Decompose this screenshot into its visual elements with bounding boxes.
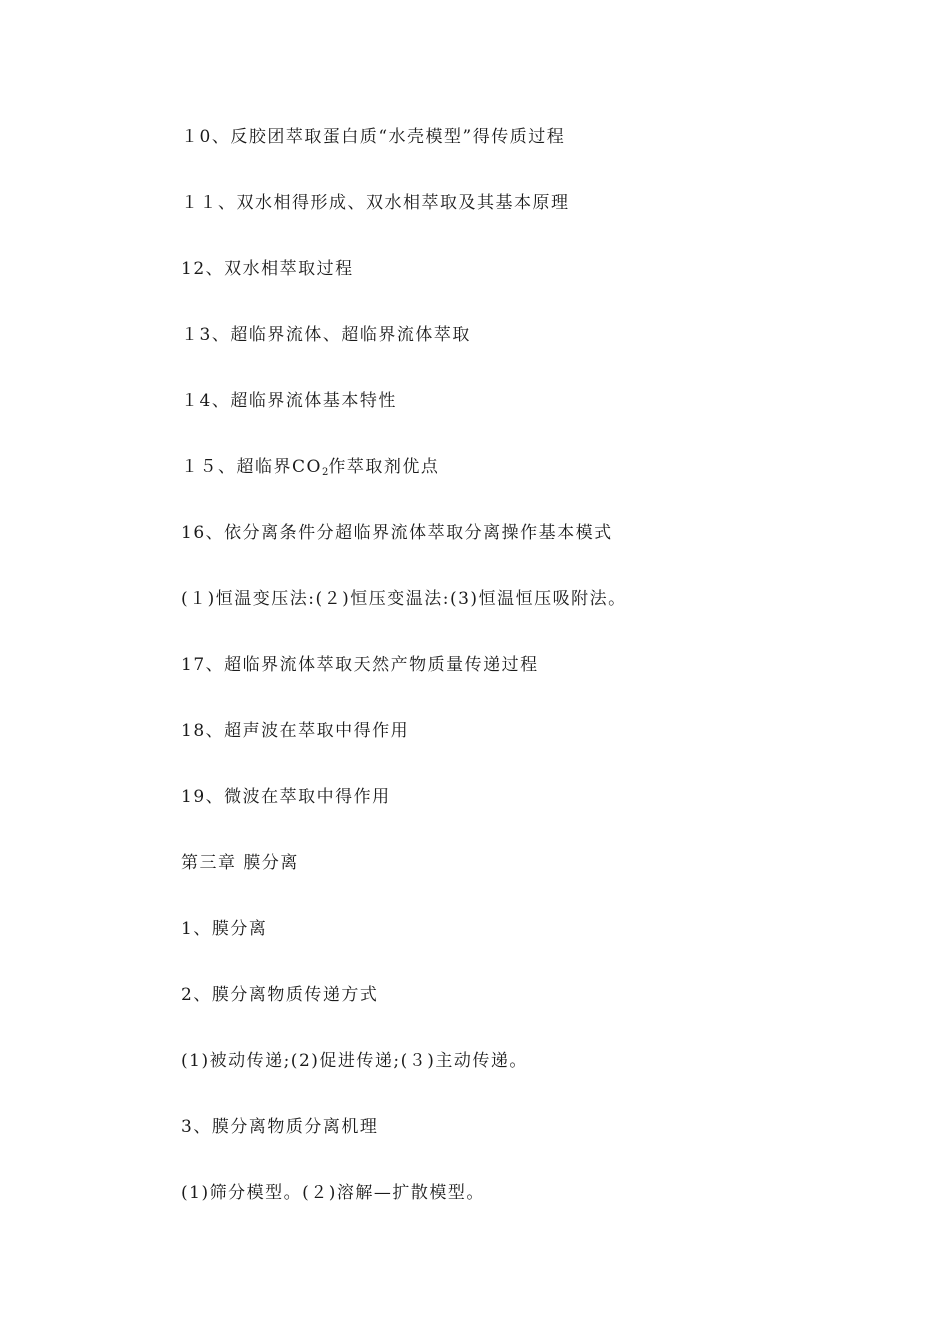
document-body bbox=[181, 118, 881, 1240]
item-16-answer: (１)恒温变压法:(２)恒压变温法:(3)恒温恒压吸附法。 bbox=[181, 589, 627, 609]
item-15-text-before: １５、超临界CO bbox=[181, 457, 322, 477]
item-13: １3、超临界流体、超临界流体萃取 bbox=[181, 325, 471, 345]
item-2-answer: (1)被动传递;(2)促进传递;(３)主动传递。 bbox=[181, 1051, 528, 1071]
item-10: １0、反胶团萃取蛋白质“水壳模型”得传质过程 bbox=[181, 127, 566, 147]
item-15-text-after: 作萃取剂优点 bbox=[328, 457, 440, 477]
item-12: 12、双水相萃取过程 bbox=[181, 259, 354, 279]
item-14: １4、超临界流体基本特性 bbox=[181, 391, 397, 411]
item-11: １１、双水相得形成、双水相萃取及其基本原理 bbox=[181, 193, 570, 213]
item-17: 17、超临界流体萃取天然产物质量传递过程 bbox=[181, 655, 539, 675]
item-18: 18、超声波在萃取中得作用 bbox=[181, 721, 410, 741]
item-15-subscript: 2 bbox=[321, 467, 329, 478]
item-3-answer: (1)筛分模型。(２)溶解—扩散模型。 bbox=[181, 1183, 485, 1203]
chapter-heading: 第三章 膜分离 bbox=[181, 853, 299, 873]
item-3: 3、膜分离物质分离机理 bbox=[181, 1117, 379, 1137]
item-15 bbox=[181, 448, 881, 514]
item-16: 16、依分离条件分超临界流体萃取分离操作基本模式 bbox=[181, 523, 613, 543]
item-19: 19、微波在萃取中得作用 bbox=[181, 787, 391, 807]
item-1: 1、膜分离 bbox=[181, 919, 268, 939]
item-2: 2、膜分离物质传递方式 bbox=[181, 985, 379, 1005]
